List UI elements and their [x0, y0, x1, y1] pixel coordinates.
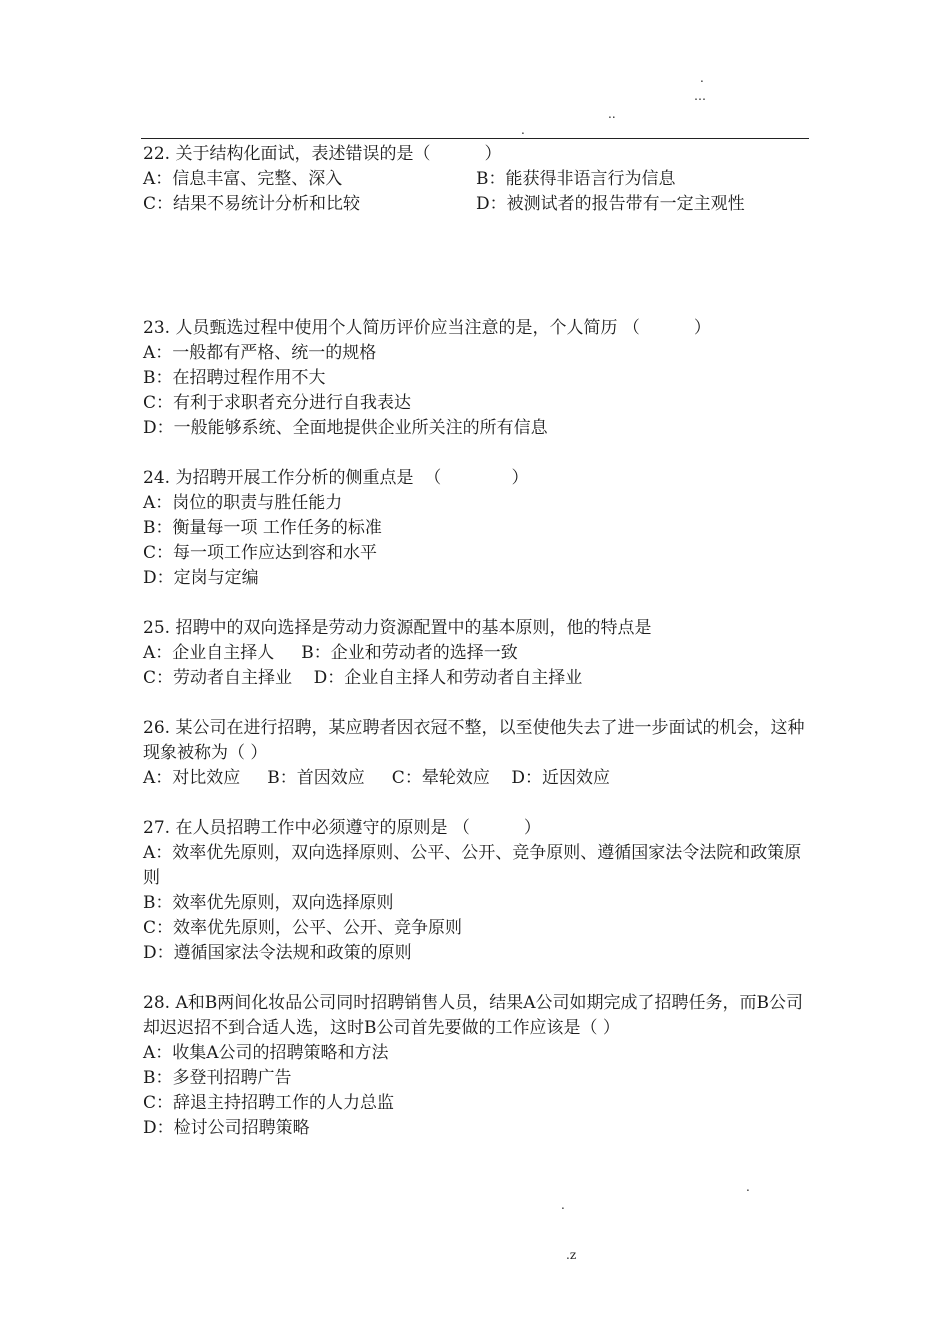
- option-b: B：能获得非语言行为信息: [476, 169, 676, 189]
- question-24: [143, 466, 809, 591]
- header-mark: ..: [608, 107, 616, 121]
- question-stem: 22. 关于结构化面试，表述错误的是（ ）: [143, 144, 502, 164]
- option-row-ab: A：企业自主择人 B：企业和劳动者的选择一致: [143, 643, 518, 663]
- option-c: C：辞退主持招聘工作的人力总监: [143, 1093, 395, 1113]
- option-b: B：衡量每一项 工作任务的标准: [143, 518, 382, 538]
- question-stem: 26. 某公司在进行招聘，某应聘者因衣冠不整，以至使他失去了进一步面试的机会，这种现象被称为（ ）: [143, 718, 805, 763]
- footer-mark: .: [561, 1198, 565, 1212]
- question-stem: 24. 为招聘开展工作分析的侧重点是 （ ）: [143, 468, 529, 488]
- option-d: D：被测试者的报告带有一定主观性: [476, 194, 745, 214]
- question-26: [143, 716, 809, 791]
- option-c: C：结果不易统计分析和比较: [143, 194, 361, 214]
- question-28: [143, 991, 809, 1141]
- header-mark: …: [694, 89, 706, 103]
- option-a: A：效率优先原则，双向选择原则、公平、公开、竞争原则、遵循国家法令法院和政策原则: [143, 843, 802, 888]
- footer-mark: .: [746, 1180, 750, 1194]
- option-row: A：对比效应 B：首因效应 C：晕轮效应 D：近因效应: [143, 768, 611, 788]
- question-25: [143, 616, 809, 691]
- option-a: A：岗位的职责与胜任能力: [143, 493, 343, 513]
- question-27: [143, 816, 809, 966]
- header-mark: .: [700, 71, 704, 85]
- header-mark: .: [521, 123, 525, 137]
- option-b: B：在招聘过程作用不大: [143, 368, 326, 388]
- question-stem: 25. 招聘中的双向选择是劳动力资源配置中的基本原则，他的特点是: [143, 618, 652, 638]
- option-d: D：检讨公司招聘策略: [143, 1118, 310, 1138]
- question-list: [143, 142, 809, 1141]
- question-stem: 23. 人员甄选过程中使用个人简历评价应当注意的是，个人简历 （ ）: [143, 318, 711, 338]
- question-22: [143, 142, 809, 217]
- option-b: B：效率优先原则，双向选择原则: [143, 893, 394, 913]
- option-d: D：遵循国家法令法规和政策的原则: [143, 943, 412, 963]
- option-c: C：每一项工作应达到容和水平: [143, 543, 378, 563]
- option-row-cd: C：劳动者自主择业 D：企业自主择人和劳动者自主择业: [143, 668, 583, 688]
- question-stem: 28. A和B两间化妆品公司同时招聘销售人员，结果A公司如期完成了招聘任务，而B公司却迟迟招不到合适人选，这时B公司首先要做的工作应该是（ ）: [143, 993, 803, 1038]
- option-a: A：一般都有严格、统一的规格: [143, 343, 377, 363]
- option-b: B：多登刊招聘广告: [143, 1068, 292, 1088]
- header-rule: [141, 138, 809, 139]
- option-a: A：收集A公司的招聘策略和方法: [143, 1043, 389, 1063]
- question-23: [143, 316, 809, 441]
- option-c: C：有利于求职者充分进行自我表达: [143, 393, 412, 413]
- question-stem: 27. 在人员招聘工作中必须遵守的原则是 （ ）: [143, 818, 541, 838]
- option-d: D：定岗与定编: [143, 568, 259, 588]
- option-d: D：一般能够系统、全面地提供企业所关注的所有信息: [143, 418, 548, 438]
- page-number: .z: [566, 1248, 577, 1262]
- option-a: A：信息丰富、完整、深入: [143, 169, 343, 189]
- option-c: C：效率优先原则，公平、公开、竞争原则: [143, 918, 463, 938]
